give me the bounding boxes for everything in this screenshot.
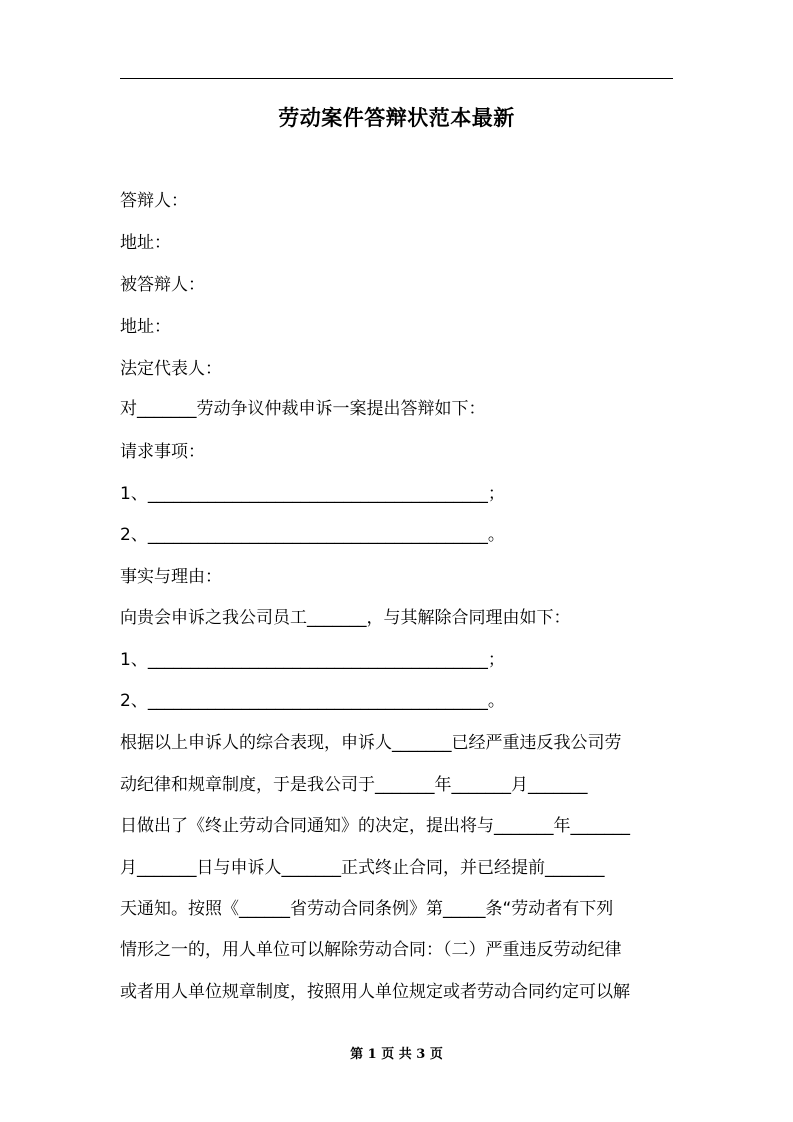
text-line: 向贵会申诉之我公司员工_______，与其解除合同理由如下： <box>120 608 571 628</box>
text-line: 2、________________________________________。 <box>120 525 505 545</box>
text-line: 月_______日与申诉人_______正式终止合同，并已经提前_______ <box>120 858 605 878</box>
text-line: 地址： <box>120 317 171 337</box>
text-line: 对_______劳动争议仲裁申诉一案提出答辩如下： <box>120 399 486 419</box>
text-line: 天通知。按照《______省劳动合同条例》第_____条“劳动者有下列 <box>120 899 614 919</box>
document-title: 劳动案件答辩状范本最新 <box>278 106 515 130</box>
text-line: 事实与理由： <box>120 567 222 587</box>
text-line: 动纪律和规章制度，于是我公司于_______年_______月_______ <box>120 775 588 795</box>
text-line: 答辩人： <box>120 191 188 211</box>
text-line: 地址： <box>120 233 171 253</box>
text-line: 日做出了《终止劳动合同通知》的决定，提出将与_______年_______ <box>120 816 630 836</box>
text-line: 1、________________________________________； <box>120 484 505 504</box>
text-line: 2、________________________________________。 <box>120 691 505 711</box>
text-line: 根据以上申诉人的综合表现，申诉人_______已经严重违反我公司劳 <box>120 733 622 753</box>
header-rule <box>120 78 673 79</box>
text-line: 请求事项： <box>120 442 205 462</box>
text-line: 情形之一的，用人单位可以解除劳动合同：（二）严重违反劳动纪律 <box>120 940 622 960</box>
text-line: 法定代表人： <box>120 359 222 379</box>
text-line: 被答辩人： <box>120 275 205 295</box>
text-line: 1、________________________________________； <box>120 650 505 670</box>
page-footer: 第 1 页 共 3 页 <box>350 1047 443 1062</box>
text-line: 或者用人单位规章制度，按照用人单位规定或者劳动合同约定可以解 <box>120 982 630 1002</box>
